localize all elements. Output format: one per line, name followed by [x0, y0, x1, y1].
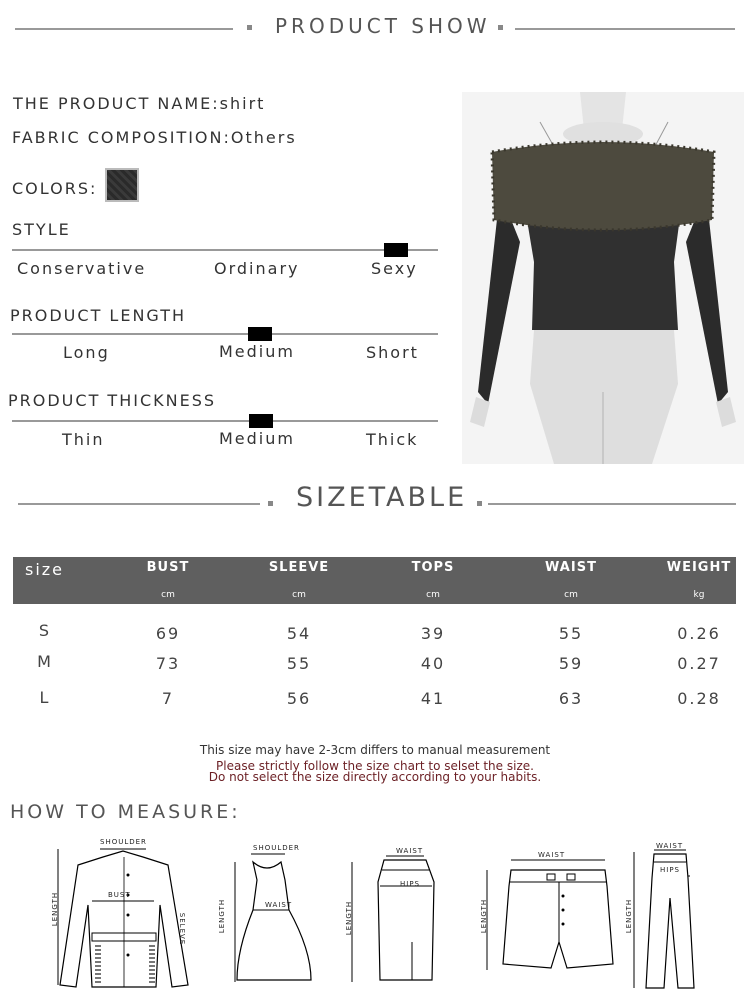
- row-s-weight: 0.26: [677, 624, 721, 643]
- pants-waist-label: WAIST: [656, 842, 684, 850]
- shirt-length-label: LENGTH: [51, 891, 60, 927]
- style-label-ordinary: Ordinary: [214, 259, 300, 278]
- sizetable-line-left: [18, 503, 260, 505]
- sleeve-column-header: SLEEVE: [268, 560, 330, 575]
- row-m-bust: 73: [155, 654, 181, 673]
- bust-column-header: BUST: [146, 560, 190, 575]
- header-dot-left: [247, 25, 252, 30]
- row-m-weight: 0.27: [677, 654, 721, 673]
- style-scale-line: [12, 249, 438, 251]
- style-title: STYLE: [12, 220, 71, 239]
- row-s-sleeve: 54: [286, 624, 312, 643]
- style-label-sexy: Sexy: [371, 259, 418, 278]
- weight-column-header: WEIGHT: [666, 560, 732, 575]
- row-m-waist: 59: [558, 654, 584, 673]
- skirt-outline-icon: [340, 842, 440, 987]
- row-m-tops: 40: [420, 654, 446, 673]
- row-s-tops: 39: [420, 624, 446, 643]
- thickness-scale-line: [12, 420, 438, 422]
- row-m-sleeve: 55: [286, 654, 312, 673]
- skirt-length-label: LENGTH: [345, 900, 354, 936]
- thickness-title: PRODUCT THICKNESS: [8, 391, 216, 410]
- row-l-waist: 63: [558, 689, 584, 708]
- row-s-waist: 55: [558, 624, 584, 643]
- measurement-note: This size may have 2-3cm differs to manual measurement: [199, 743, 551, 757]
- shorts-outline-icon: [475, 846, 615, 976]
- mannequin-illustration: [462, 92, 744, 464]
- fabric-composition: FABRIC COMPOSITION:Others: [12, 128, 297, 147]
- row-l-bust: 7: [161, 689, 175, 708]
- thickness-label-thin: Thin: [62, 430, 105, 449]
- shirt-measure-diagram: [48, 835, 198, 995]
- style-scale-marker: [384, 243, 408, 257]
- product-name: THE PRODUCT NAME:shirt: [13, 94, 266, 113]
- row-s-bust: 69: [155, 624, 181, 643]
- waist-column-header: WAIST: [545, 560, 597, 575]
- shirt-outline-icon: [48, 835, 198, 995]
- color-swatch-black[interactable]: [105, 168, 139, 202]
- length-title: PRODUCT LENGTH: [10, 306, 187, 325]
- thickness-label-medium: Medium: [219, 429, 295, 448]
- row-l-tops: 41: [420, 689, 446, 708]
- dress-measure-diagram: [215, 840, 315, 990]
- dress-length-label: LENGTH: [218, 898, 227, 934]
- row-s-size: S: [38, 621, 52, 640]
- size-table-header: [13, 557, 736, 604]
- tops-unit: cm: [426, 590, 440, 600]
- bust-unit: cm: [161, 590, 175, 600]
- shirt-sleeve-label: SELEVE: [178, 912, 187, 946]
- tops-column-header: TOPS: [411, 560, 455, 575]
- size-column-header: size: [25, 560, 65, 579]
- length-label-long: Long: [63, 343, 110, 362]
- waist-unit: cm: [564, 590, 578, 600]
- shorts-measure-diagram: [475, 846, 615, 976]
- row-l-size: L: [39, 688, 51, 707]
- weight-unit: kg: [693, 590, 705, 600]
- pants-measure-diagram: [620, 838, 720, 993]
- length-scale-line: [12, 333, 438, 335]
- size-warning-1: Please strictly follow the size chart to selset the size.: [216, 759, 534, 773]
- pants-outline-icon: [620, 838, 720, 993]
- pants-length-label: LENGTH: [625, 898, 634, 934]
- colors-label: COLORS:: [12, 179, 98, 198]
- skirt-waist-label: WAIST: [396, 847, 424, 855]
- shorts-length-label: LENGTH: [480, 898, 489, 934]
- dress-shoulder-label: SHOULDER: [253, 844, 300, 852]
- row-l-weight: 0.28: [677, 689, 721, 708]
- thickness-scale-marker: [249, 414, 273, 428]
- skirt-hips-label: HIPS: [400, 880, 420, 888]
- length-label-short: Short: [366, 343, 419, 362]
- how-to-measure-title: HOW TO MEASURE:: [10, 801, 241, 823]
- dress-outline-icon: [215, 840, 315, 990]
- dress-waist-label: WAIST: [265, 901, 293, 909]
- sizetable-dot-left: [268, 501, 273, 506]
- length-label-medium: Medium: [219, 342, 295, 361]
- sleeve-unit: cm: [292, 590, 306, 600]
- product-photo: [462, 92, 744, 464]
- sizetable-dot-right: [477, 501, 482, 506]
- thickness-label-thick: Thick: [366, 430, 419, 449]
- sizetable-line-right: [488, 503, 736, 505]
- sizetable-title: SIZETABLE: [296, 482, 468, 513]
- header-line-left: [15, 28, 233, 30]
- style-label-conservative: Conservative: [17, 259, 147, 278]
- header-line-right: [515, 28, 735, 30]
- shorts-waist-label: WAIST: [538, 851, 566, 859]
- page-title: PRODUCT SHOW: [275, 14, 491, 38]
- header-dot-right: [498, 25, 503, 30]
- shirt-bust-label: BUST: [108, 891, 131, 899]
- shirt-shoulder-label: SHOULDER: [100, 838, 147, 846]
- pants-hips-label: HIPS: [660, 866, 680, 874]
- length-scale-marker: [248, 327, 272, 341]
- skirt-measure-diagram: [340, 842, 440, 987]
- row-m-size: M: [37, 652, 53, 671]
- row-l-sleeve: 56: [286, 689, 312, 708]
- size-warning-2: Do not select the size directly according to your habits.: [208, 770, 542, 784]
